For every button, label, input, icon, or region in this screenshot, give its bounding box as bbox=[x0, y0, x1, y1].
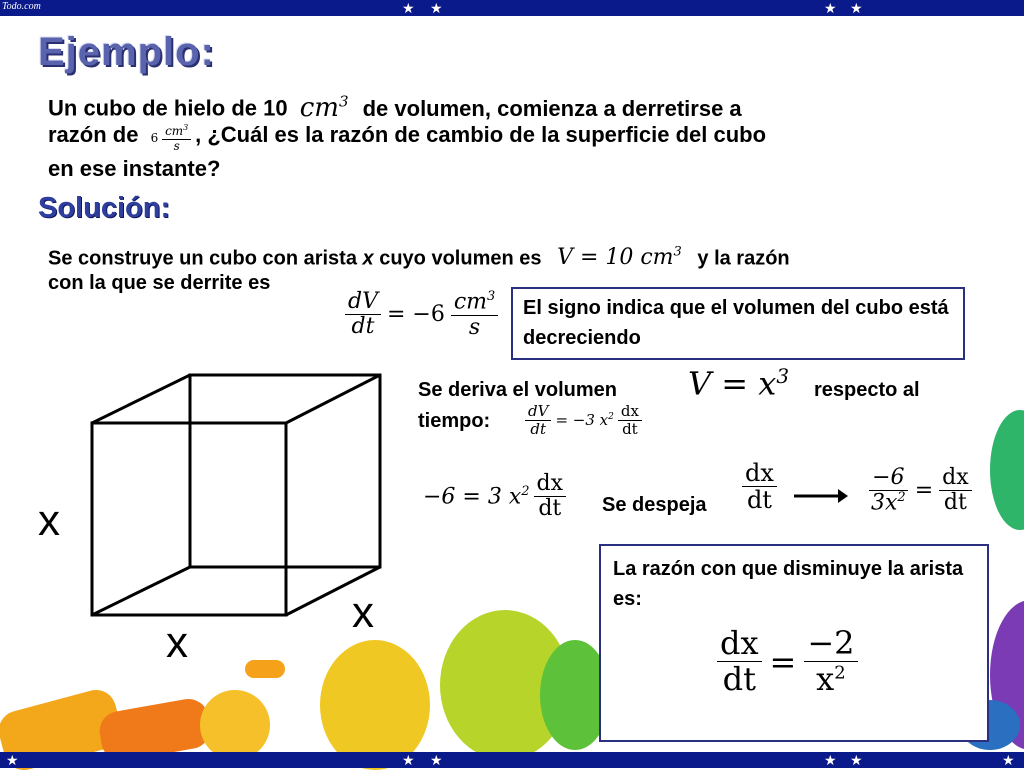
solution-text: cuyo volumen es bbox=[379, 247, 542, 270]
star-icon: ★ bbox=[402, 752, 415, 768]
solution-text: Se construye un cubo con arista bbox=[48, 247, 357, 270]
problem-text: Un cubo de hielo de 10 bbox=[48, 95, 288, 121]
star-icon: ★ bbox=[430, 0, 443, 16]
note-box bbox=[511, 287, 965, 360]
cube-label-bottom: x bbox=[166, 618, 188, 667]
result-equation: $\frac{-6}{3x^2}$ = $\frac{dx}{dt}$ bbox=[868, 466, 972, 516]
final-text: La razón con que disminuye la arista es: bbox=[613, 558, 964, 610]
cube-label-left: x bbox=[38, 496, 60, 545]
solution-heading: Solución: bbox=[38, 192, 171, 224]
star-icon: ★ bbox=[850, 0, 863, 16]
cube-diagram bbox=[40, 360, 400, 680]
derive-text: Se deriva el volumen bbox=[418, 379, 617, 401]
star-icon: ★ bbox=[1002, 752, 1015, 768]
problem-text: razón de bbox=[48, 122, 139, 147]
star-icon: ★ bbox=[824, 0, 837, 16]
despeja-fraction: $\frac{dx}{dt}$ bbox=[742, 460, 777, 514]
derive-text-c: tiempo: bbox=[418, 410, 491, 432]
derive-text-b: respecto al bbox=[814, 379, 920, 401]
volume-equation: V = 10 $cm^3$ bbox=[557, 245, 682, 271]
volume-unit: $cm^3$ bbox=[299, 92, 349, 123]
cube-label-right: x bbox=[352, 588, 374, 637]
page-title: Ejemplo: bbox=[38, 30, 215, 74]
problem-text: de volumen, comienza a derretirse a bbox=[362, 95, 742, 121]
solution-text: y la razón bbox=[697, 247, 790, 270]
star-icon: ★ bbox=[402, 0, 415, 16]
note-text: El signo indica que el volumen del cubo está decreciendo bbox=[523, 297, 949, 349]
star-icon: ★ bbox=[824, 752, 837, 768]
rate-equation: $\frac{dV}{dt}$ = −6 $\frac{cm^3}{s}$ bbox=[345, 290, 498, 340]
derivative-equation: $\frac{dV}{dt}$ = −3 $x^2$ $\frac{dx}{dt}$ bbox=[525, 403, 642, 437]
final-box bbox=[599, 544, 989, 742]
despeja-text: Se despeja bbox=[602, 494, 707, 516]
problem-line-3: en ese instante? bbox=[48, 156, 221, 181]
substituted-equation: −6 = 3 $x^2$ $\frac{dx}{dt}$ bbox=[423, 472, 566, 521]
star-icon: ★ bbox=[6, 752, 19, 768]
derive-equation: $V = x^3$ bbox=[688, 364, 790, 403]
final-equation: $\frac{dx}{dt}$ = $\frac{-2}{x^2}$ bbox=[717, 626, 975, 697]
decorative-shape bbox=[200, 690, 270, 760]
solution-variable: x bbox=[362, 247, 374, 270]
decorative-shape bbox=[990, 410, 1024, 530]
star-icon: ★ bbox=[850, 752, 863, 768]
problem-line-2 bbox=[48, 118, 1008, 155]
bottom-bar bbox=[0, 752, 1024, 768]
star-icon: ★ bbox=[430, 752, 443, 768]
arrow-right-icon bbox=[792, 486, 850, 506]
top-bar bbox=[0, 0, 1024, 16]
logo: Todo.com bbox=[2, 1, 41, 12]
rate-fraction: 6 $\frac{cm^3}{s}$ bbox=[151, 131, 196, 145]
solution-line-2: con la que se derrite es bbox=[48, 272, 271, 294]
problem-text: , ¿Cuál es la razón de cambio de la superficie del cubo bbox=[195, 122, 767, 147]
